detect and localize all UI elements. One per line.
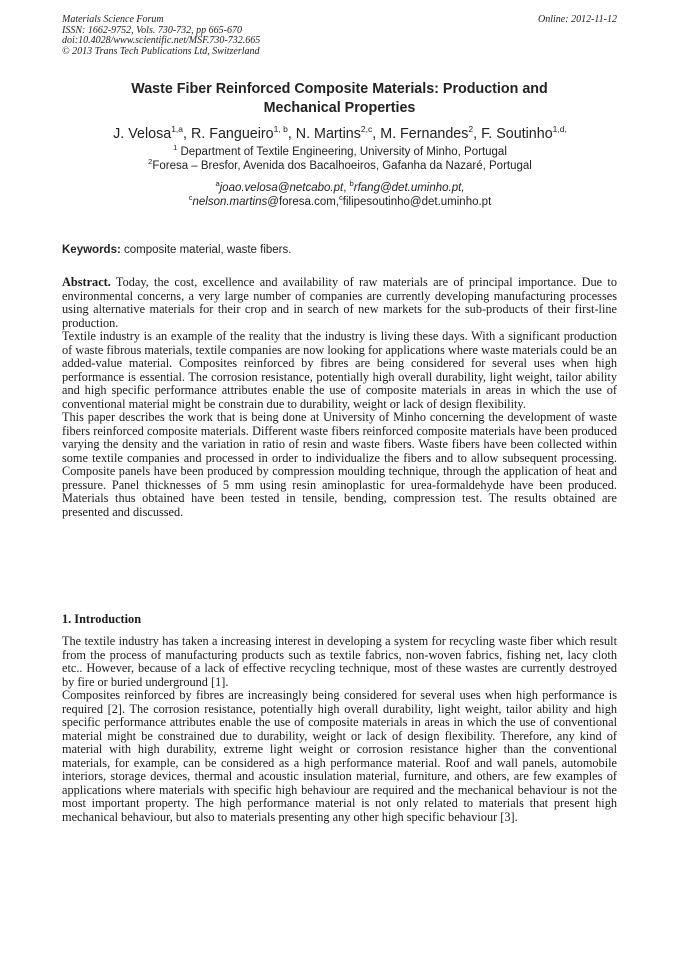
introduction-paragraph-2: Composites reinforced by fibres are increasingly being considered for several uses when high performance is required [2]. The corrosion resistance, potentially high overall durability, light weight, tailor ability and high specific performance attributes enable the use of composite materials in areas in which the use of conventional material might be constrained due to durability, weight or lack of design flexibility. Therefore, any kind of material with high durability, extreme light weight or corrosion resistance higher than the conventional materials, for example, can be considered as a high performance material. Roof and wall panels, automobile interiors, storage devices, thermal and acoustic insulation material, furniture, and others, are few examples of applications where materials with specific high behaviour are required and the mechanical behaviour is not the most important property. The high performance material is not only related to materials that present high mechanical behaviour, but also to materials presenting any other high specific behaviour [3]. (62, 688, 617, 824)
email-address-domain[interactable]: @foresa.com, (267, 196, 340, 208)
abstract-label: Abstract. (62, 275, 111, 289)
journal-doi: doi:10.4028/www.scientific.net/MSF.730-732.665 (62, 35, 261, 46)
paper-title-line-2: Mechanical Properties (263, 99, 416, 116)
author-separator: , (287, 126, 296, 142)
author-affiliation-mark: 1,d, (552, 124, 567, 134)
author-name: M. Fernandes (380, 126, 469, 142)
email-address[interactable]: rfang@det.uminho.pt, (353, 182, 465, 194)
author-name: N. Martins (295, 126, 361, 142)
email-address[interactable]: filipesoutinho@det.uminho.pt (342, 196, 492, 208)
affiliation-mark: 2 (148, 157, 153, 166)
abstract-paragraph-2: Textile industry is an example of the reality that the industry is living these days. With a significant production of waste fibrous materials, textile companies are now looking for applications where waste materials could be an added-value material. Composites reinforced by fibres are being considered for several uses when high performance is essential. The corrosion resistance, potentially high overall durability, light weight, tailor ability and high specific performance attributes enable the use of composite materials in areas in which the use of conventional material might be constrain due to durability, weight or lack of design flexibility. (62, 329, 617, 411)
keywords-text: composite material, waste fibers. (120, 244, 292, 256)
affiliation-mark: 1 (173, 143, 178, 152)
author-separator: , (473, 126, 482, 142)
paper-title-line-1: Waste Fiber Reinforced Composite Materials: Production and (131, 81, 548, 97)
journal-issn: ISSN: 1662-9752, Vols. 730-732, pp 665-670 (62, 24, 242, 36)
journal-header (62, 15, 617, 57)
author-affiliation-mark: 2 (468, 124, 474, 134)
paper-title (62, 80, 617, 117)
author-separator: , (183, 126, 191, 142)
abstract-paragraph-3: This paper describes the work that is being done at University of Minho concerning the development of waste fibers reinforced composite materials. Different waste fibers reinforced composite materials have been produced varying the density and the variation in ratio of resin and waste fibers. Waste fibers have been collected within some textile companies and processed in order to individualize the fibers and to allow subsequent processing. Composite panels have been produced by compression moulding technique, through the application of heat and pressure. Panel thicknesses of 5 mm using resin aminoplastic for urea-formaldehyde have been produced. Materials thus obtained have been tested in tensile, bending, compression test. The results obtained are presented and discussed. (62, 410, 617, 519)
keywords (62, 243, 617, 257)
email-address-user[interactable]: nelson.martins (192, 196, 268, 208)
affiliation-1 (40, 145, 640, 159)
author-affiliation-mark: 1, b (273, 124, 288, 134)
abstract-paragraph-1 (62, 276, 617, 330)
email-mark: b (349, 179, 354, 188)
author-affiliation-mark: 2,c (360, 124, 373, 134)
abstract-text: Today, the cost, excellence and availability of raw materials are of principal importance. Due to environmental concerns, a very large number of companies are currently developing manufacturing processes using alternative materials for their crop and in search of new markets for the sub-products of their first-line production. (62, 275, 617, 330)
section-heading-introduction: 1. Introduction (62, 612, 142, 626)
author-separator: , (372, 126, 381, 142)
introduction-body (62, 635, 617, 824)
email-mark: c (339, 193, 343, 202)
affiliation-text: Department of Textile Engineering, University of Minho, Portugal (177, 146, 507, 158)
author-list (40, 125, 640, 143)
author-name: J. Velosa (113, 126, 172, 142)
online-date: Online: 2012-11-12 (538, 14, 617, 25)
keywords-label: Keywords: (62, 244, 121, 256)
email-line-2 (40, 195, 640, 209)
email-mark: c (188, 193, 193, 202)
journal-name: Materials Science Forum (62, 14, 164, 25)
author-name: F. Soutinho (481, 126, 553, 142)
author-name: R. Fangueiro (190, 126, 274, 142)
affiliation-2 (40, 159, 640, 173)
email-address[interactable]: joao.velosa@netcabo.pt (219, 182, 344, 194)
abstract (62, 276, 617, 519)
email-mark: a (215, 179, 220, 188)
journal-copyright: © 2013 Trans Tech Publications Ltd, Switzerland (62, 45, 260, 57)
affiliation-text: Foresa – Bresfor, Avenida dos Bacalhoeiros, Gafanha da Nazaré, Portugal (152, 160, 532, 172)
author-affiliation-mark: 1,a (171, 124, 184, 134)
introduction-paragraph-1: The textile industry has taken a increasing interest in developing a system for recycling waste fiber which result from the process of manufacturing products such as textile fabrics, non-woven fabrics, fishing net, lacy cloth etc.. However, because of a lack of effective recycling technique, most of these wastes are currently destroyed by fire or buried underground [1]. (62, 634, 617, 689)
email-separator: , (343, 182, 350, 194)
